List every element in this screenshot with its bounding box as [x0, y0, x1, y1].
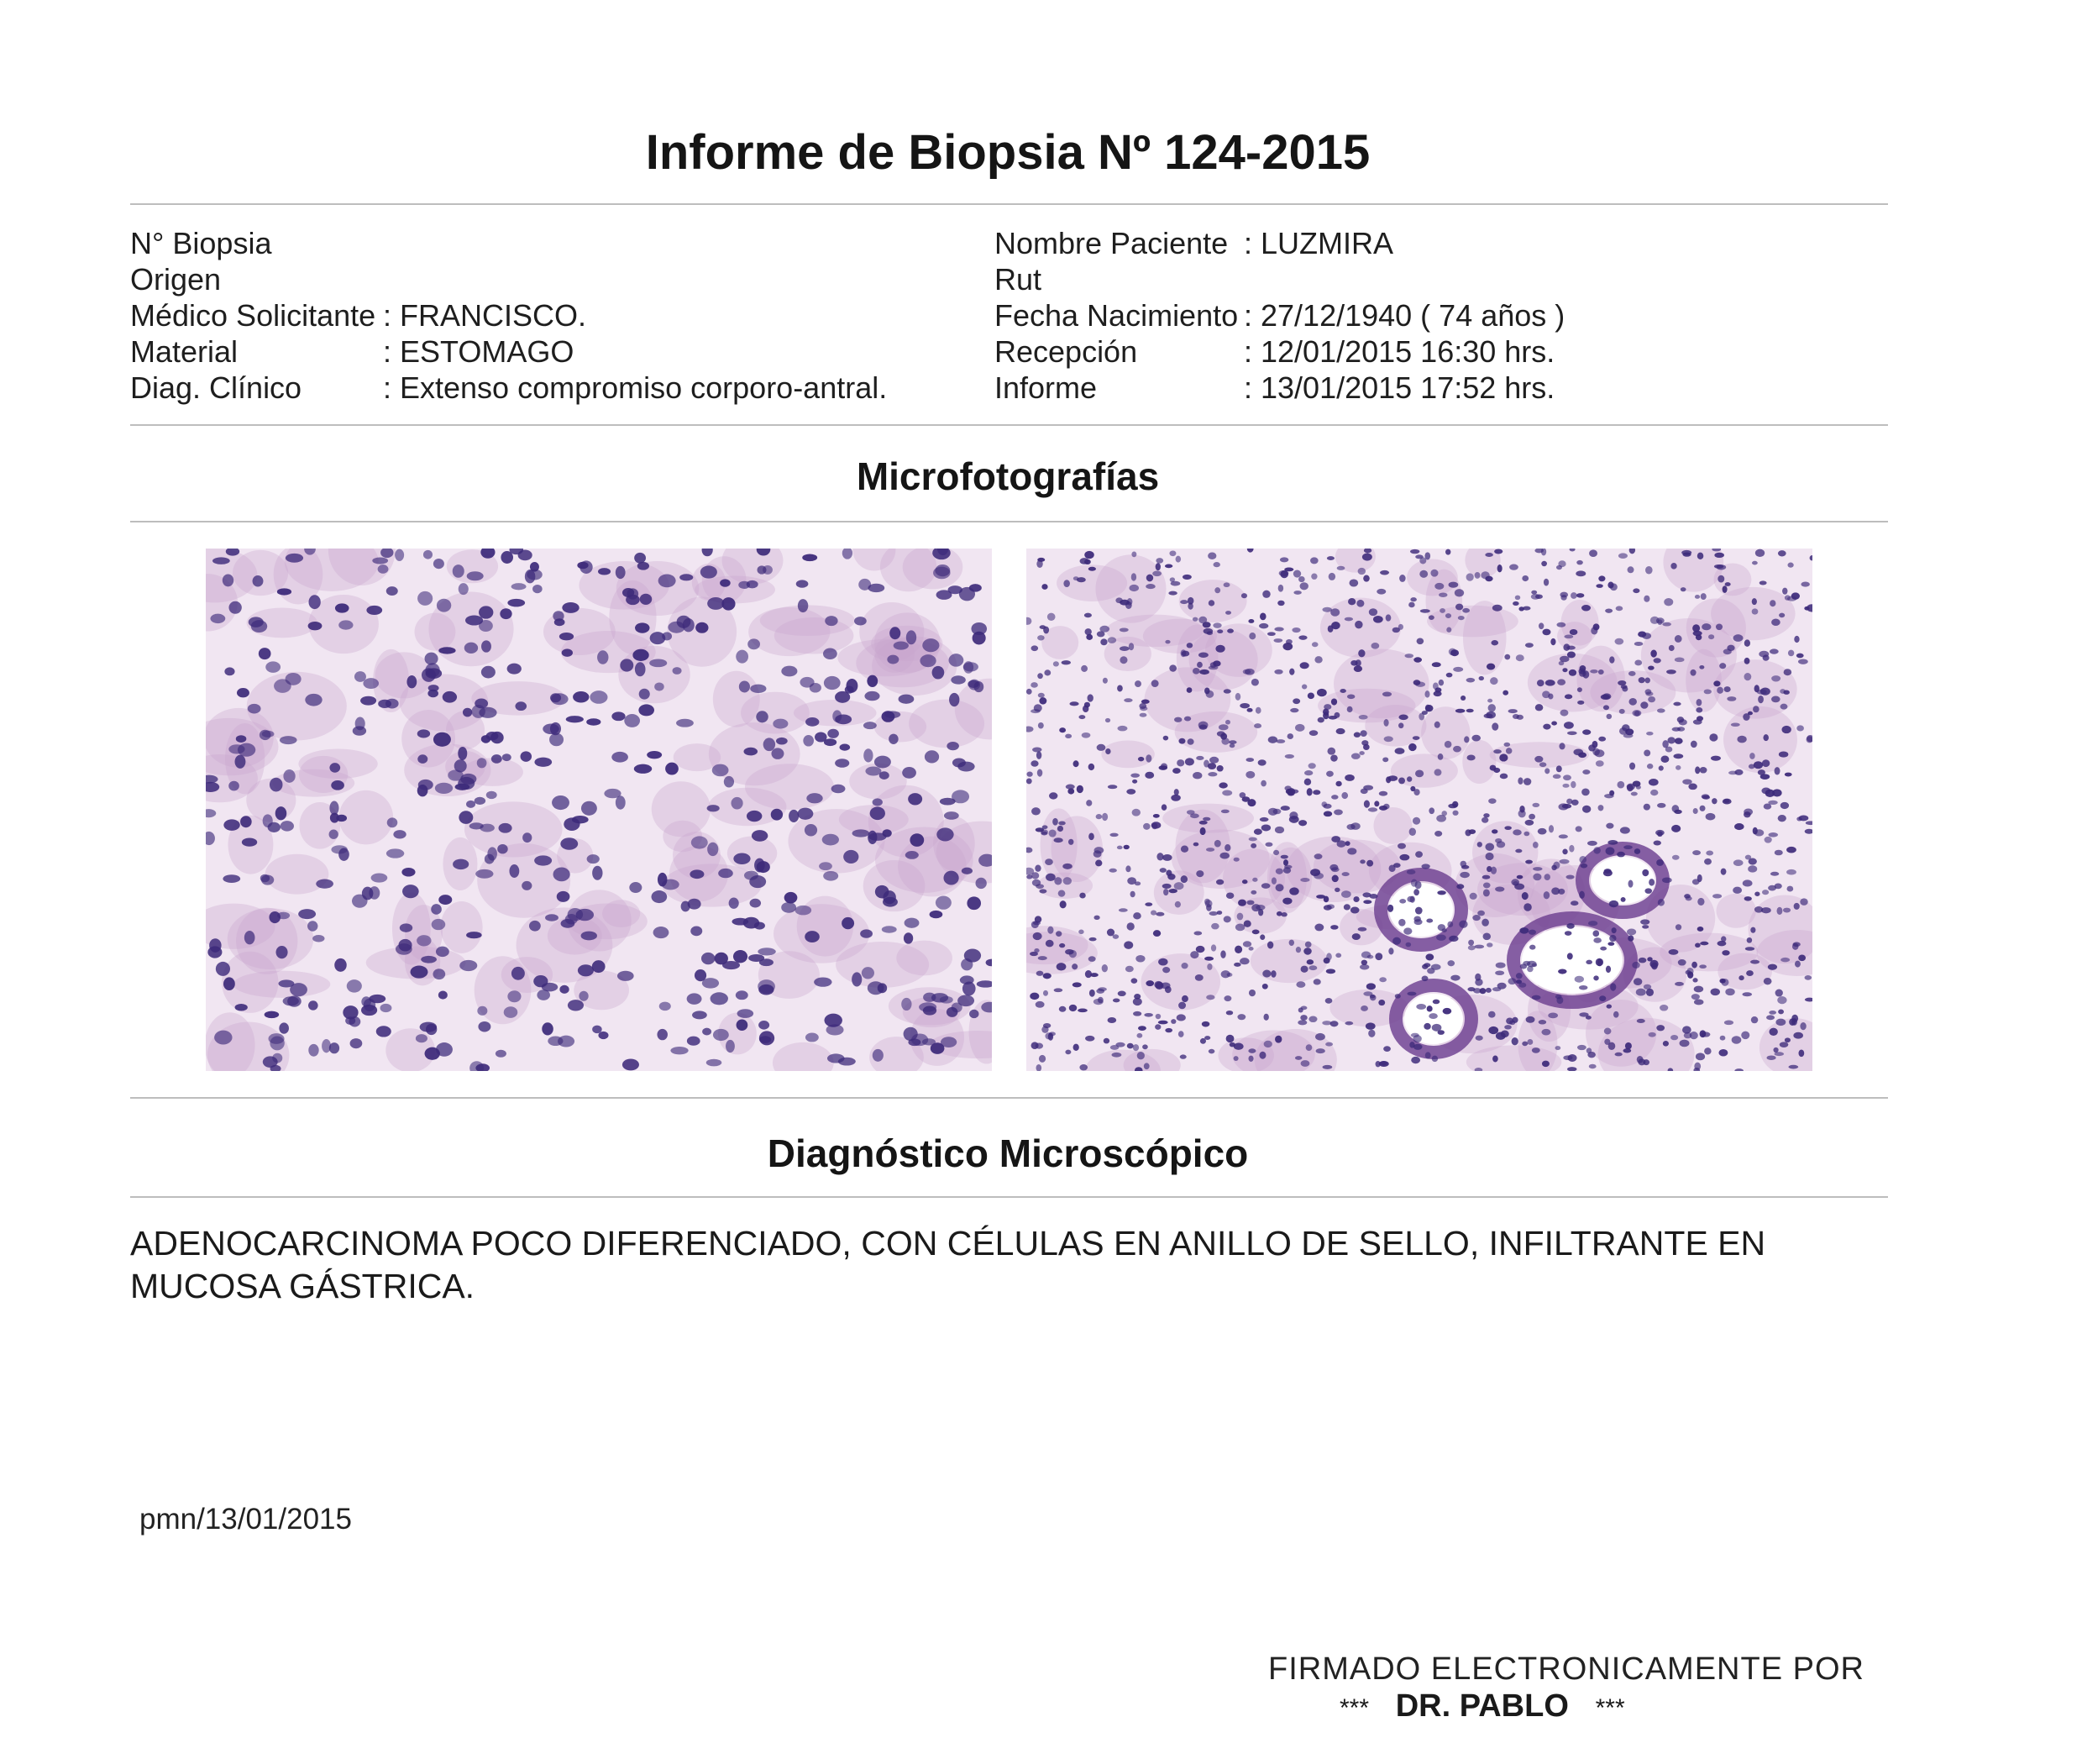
- diagnosis-text: ADENOCARCINOMA POCO DIFERENCIADO, CON CÉLULAS EN ANILLO DE SELLO, INFILTRANTE EN MUCOSA GÁSTRICA.: [130, 1224, 1766, 1305]
- patient-info-left: [130, 225, 970, 410]
- field-label: N° Biopsia: [130, 226, 272, 260]
- signature-stars: ***: [1340, 1694, 1370, 1722]
- micrograph-left: [206, 549, 992, 1071]
- field-label: Fecha Nacimiento: [994, 298, 1239, 333]
- field-label: Informe: [994, 370, 1098, 405]
- field-label: Recepción: [994, 334, 1138, 369]
- field-label: Rut: [994, 262, 1042, 297]
- field-value: : ESTOMAGO: [383, 334, 574, 369]
- field-label: Origen: [130, 262, 222, 297]
- field-label: Nombre Paciente: [994, 226, 1229, 260]
- field-label: Material: [130, 334, 239, 369]
- field-label: Diag. Clínico: [130, 370, 302, 405]
- divider: [130, 1097, 1888, 1099]
- report-title: Informe de Biopsia Nº 124-2015: [645, 125, 1371, 180]
- field-label: Médico Solicitante: [130, 298, 376, 333]
- microphotos-title: Microfotografías: [856, 454, 1160, 498]
- field-value: : 12/01/2015 16:30 hrs.: [1244, 334, 1555, 369]
- field-value: : 13/01/2015 17:52 hrs.: [1244, 370, 1555, 405]
- signature-name: [1340, 1688, 1625, 1725]
- micrograph-right: [1026, 549, 1812, 1071]
- divider: [130, 1196, 1888, 1198]
- divider: [130, 424, 1888, 426]
- diagnosis-title: Diagnóstico Microscópico: [767, 1131, 1249, 1175]
- field-value: : Extenso compromiso corporo-antral.: [383, 370, 888, 405]
- field-value: : 27/12/1940 ( 74 años ): [1244, 298, 1565, 333]
- doctor-name: DR. PABLO: [1395, 1688, 1569, 1724]
- patient-info-right: [994, 225, 1834, 410]
- footer-note: pmn/13/01/2015: [139, 1503, 352, 1536]
- field-value: : FRANCISCO.: [383, 298, 587, 333]
- divider: [130, 203, 1888, 205]
- divider: [130, 521, 1888, 522]
- field-value: : LUZMIRA: [1244, 226, 1394, 260]
- signature-stars: ***: [1595, 1694, 1625, 1722]
- signature-line: FIRMADO ELECTRONICAMENTE POR: [1268, 1651, 1864, 1687]
